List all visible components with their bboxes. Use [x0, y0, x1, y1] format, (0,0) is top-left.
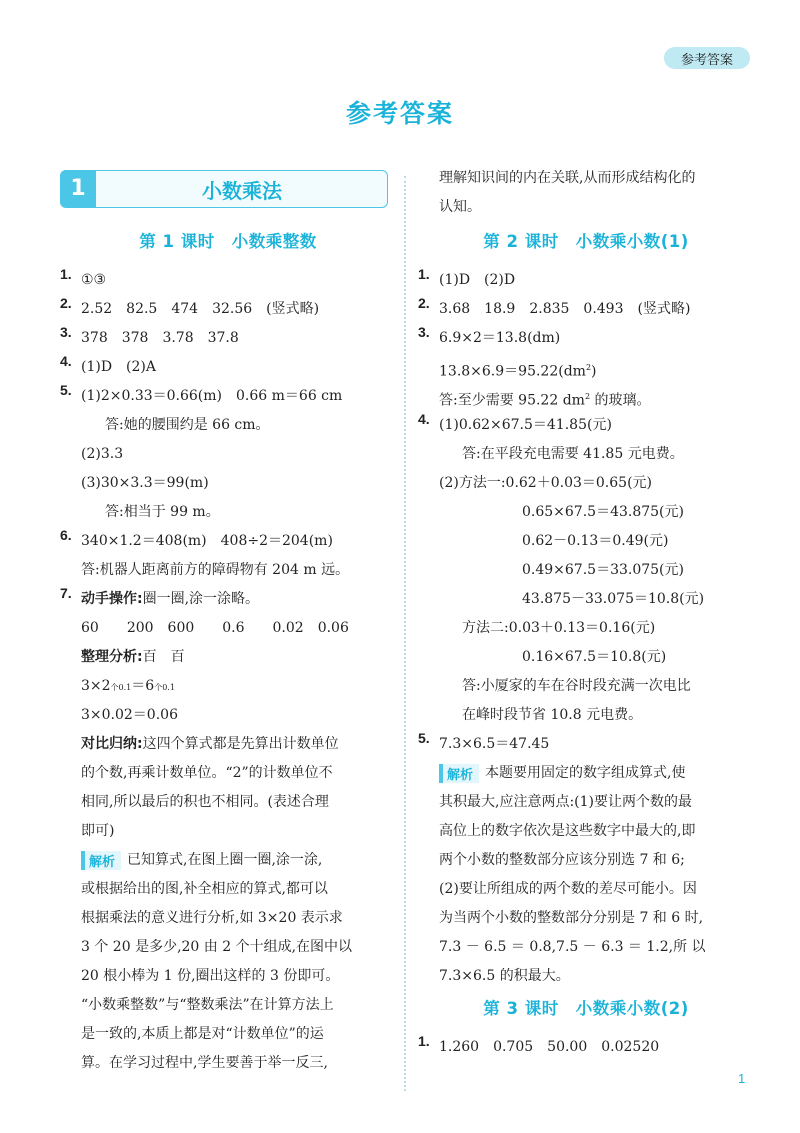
answer-text: 1.260 0.705 50.00 0.02520 [439, 1039, 660, 1055]
analysis-text: 本题要用固定的数字组成算式,使 [485, 765, 686, 781]
analysis-continuation: 认知。 [439, 199, 481, 215]
page-title: 参考答案 [345, 99, 454, 128]
summary-label: 对比归纳: [81, 736, 143, 752]
answer-5 [60, 382, 396, 411]
answer-7-line [60, 730, 396, 759]
analysis-block [418, 759, 754, 788]
analysis-text: 已知算式,在图上圈一圈,涂一涂, [127, 852, 323, 868]
analysis-tag: 解析 [81, 851, 121, 870]
formula-unit: 个0.1 [154, 683, 175, 692]
answer-3-line [418, 353, 754, 382]
answer-5-line: 答:相当于 99 m。 [105, 504, 220, 520]
answer-text: 圈一圈,涂一涂略。 [142, 591, 260, 607]
formula-part: 3×2 [81, 678, 111, 694]
answer-4-line: 答:在平段充电需要 41.85 元电费。 [462, 446, 684, 462]
answer-3-line [418, 382, 754, 411]
hands-on-label: 动手操作: [81, 591, 143, 607]
question-number: 4. [418, 411, 430, 427]
answer-4-line: 答:小厦家的车在谷时段充满一次电比 [462, 678, 691, 694]
analysis-block [60, 846, 396, 875]
formula-part: 13.8×6.9＝95.22(dm [439, 363, 586, 380]
analysis-line: 为当两个小数的整数部分分别是 7 和 6 时, [439, 910, 704, 926]
question-number: 5. [418, 730, 430, 746]
answer-2 [60, 295, 396, 324]
analysis-line: 算。在学习过程中,学生要善于举一反三, [81, 1055, 328, 1071]
superscript: 2 [584, 392, 591, 401]
answer-3 [60, 324, 396, 353]
lesson-1-title: 第 1 课时 小数乘整数 [139, 232, 317, 251]
answer-text: 2.52 82.5 474 32.56 (竖式略) [81, 301, 320, 317]
answer-5-line: (3)30×3.3＝99(m) [81, 475, 209, 491]
analysis-line: 两个小数的整数部分应该分别选 7 和 6; [439, 852, 685, 868]
question-number: 5. [60, 382, 72, 398]
question-number: 2. [60, 295, 72, 311]
answer-4-line: 0.16×67.5＝10.8(元) [522, 649, 667, 665]
answer-5-line: (2)3.3 [81, 446, 124, 462]
answer-text: 百 百 [142, 649, 185, 665]
superscript: 2 [585, 363, 592, 372]
answer-2 [418, 295, 754, 324]
answer-4 [418, 411, 754, 440]
formula-unit: 个0.1 [110, 683, 132, 692]
answer-text: 378 378 3.78 37.8 [81, 330, 239, 346]
question-number: 1. [60, 266, 72, 282]
question-number: 1. [418, 266, 430, 282]
left-column [60, 228, 396, 1078]
analysis-line: 根据乘法的意义进行分析,如 3×20 表示求 [81, 910, 343, 926]
answer-7-formula [60, 672, 396, 701]
question-number: 6. [60, 527, 72, 543]
answer-text: (1)D (2)D [439, 272, 516, 288]
question-number: 1. [418, 1033, 430, 1049]
question-number: 3. [418, 324, 430, 340]
analysis-line: 或根据给出的图,补全相应的算式,都可以 [81, 881, 328, 897]
right-column [418, 164, 754, 1062]
analysis-line: 是一致的,本质上都是对“计数单位”的运 [81, 1026, 324, 1042]
answer-text: (1)D (2)A [81, 359, 156, 375]
answer-4 [60, 353, 396, 382]
answer-7-line: 相同,所以最后的积也不相同。(表述合理 [81, 794, 329, 810]
answer-7-line: 3×0.02＝0.06 [81, 707, 178, 723]
answer-1 [60, 266, 396, 295]
answer-4-line: 0.62－0.13＝0.49(元) [522, 533, 669, 549]
answer-4-line: (2)方法一:0.62＋0.03＝0.65(元) [439, 475, 652, 491]
formula-part: 的玻璃。 [590, 392, 651, 409]
answer-4-line: 43.875－33.075＝10.8(元) [522, 591, 705, 607]
answer-1 [418, 1033, 754, 1062]
answer-1 [418, 266, 754, 295]
lesson-3-title: 第 3 课时 小数乘小数(2) [483, 999, 689, 1018]
analysis-line: “小数乘整数”与“整数乘法”在计算方法上 [81, 997, 334, 1013]
analysis-line: 其积最大,应注意两点:(1)要让两个数的最 [439, 794, 692, 810]
analysis-line: 高位上的数字依次是这些数字中最大的,即 [439, 823, 696, 839]
analysis-continuation: 理解知识间的内在关联,从而形成结构化的 [439, 170, 696, 186]
answer-7-line: 60 200 600 0.6 0.02 0.06 [81, 620, 349, 636]
answer-text: 这四个算式都是先算出计数单位 [142, 736, 339, 752]
answer-6 [60, 527, 396, 556]
analysis-line: 3 个 20 是多少,20 由 2 个十组成,在图中以 [81, 939, 353, 955]
question-number: 7. [60, 585, 72, 601]
question-number: 2. [418, 295, 430, 311]
chapter-header [60, 170, 388, 208]
answer-4-line: 方法二:0.03＋0.13＝0.16(元) [462, 620, 656, 636]
chapter-title: 小数乘法 [202, 178, 282, 203]
answer-4-line: 0.65×67.5＝43.875(元) [522, 504, 684, 520]
analysis-line: (2)要让所组成的两个数的差尽可能小。因 [439, 881, 697, 897]
answer-7-line: 即可) [81, 823, 115, 839]
answer-text: (1)2×0.33＝0.66(m) 0.66 m＝66 cm [81, 388, 343, 404]
analysis-label: 整理分析: [81, 649, 143, 665]
answer-key-badge: 参考答案 [664, 47, 750, 69]
answer-text: 340×1.2＝408(m) 408÷2＝204(m) [81, 533, 333, 549]
lesson-2-title: 第 2 课时 小数乘小数(1) [483, 232, 689, 251]
answer-3 [418, 324, 754, 353]
analysis-line: 7.3 － 6.5 ＝ 0.8,7.5 － 6.3 ＝ 1.2,所 以 [439, 939, 706, 955]
question-number: 3. [60, 324, 72, 340]
answer-7-line: 的个数,再乘计数单位。“2”的计数单位不 [81, 765, 333, 781]
answer-5 [418, 730, 754, 759]
analysis-line: 7.3×6.5 的积最大。 [439, 968, 570, 984]
page-number: 1 [738, 1071, 746, 1086]
answer-7-line [60, 643, 396, 672]
answer-4-line: 0.49×67.5＝33.075(元) [522, 562, 684, 578]
answer-7 [60, 585, 396, 614]
answer-text: (1)0.62×67.5＝41.85(元) [439, 417, 612, 433]
chapter-number: 1 [60, 170, 96, 207]
formula-part: ) [591, 363, 597, 380]
formula-part: ＝6 [131, 678, 155, 694]
answer-text: 6.9×2＝13.8(dm) [439, 330, 561, 346]
answer-text: 3.68 18.9 2.835 0.493 (竖式略) [439, 301, 691, 317]
analysis-tag: 解析 [439, 764, 479, 783]
column-divider [404, 176, 406, 1091]
answer-5-line: 答:她的腰围约是 66 cm。 [105, 417, 270, 433]
answer-4-line: 在峰时段节省 10.8 元电费。 [462, 707, 643, 723]
answer-6-line: 答:机器人距离前方的障碍物有 204 m 远。 [81, 562, 350, 578]
question-number: 4. [60, 353, 72, 369]
analysis-line: 20 根小棒为 1 份,圈出这样的 3 份即可。 [81, 968, 340, 984]
formula-part: 答:至少需要 95.22 dm [439, 392, 585, 409]
answer-text: 7.3×6.5＝47.45 [439, 736, 550, 752]
answer-text: ①③ [81, 272, 107, 288]
